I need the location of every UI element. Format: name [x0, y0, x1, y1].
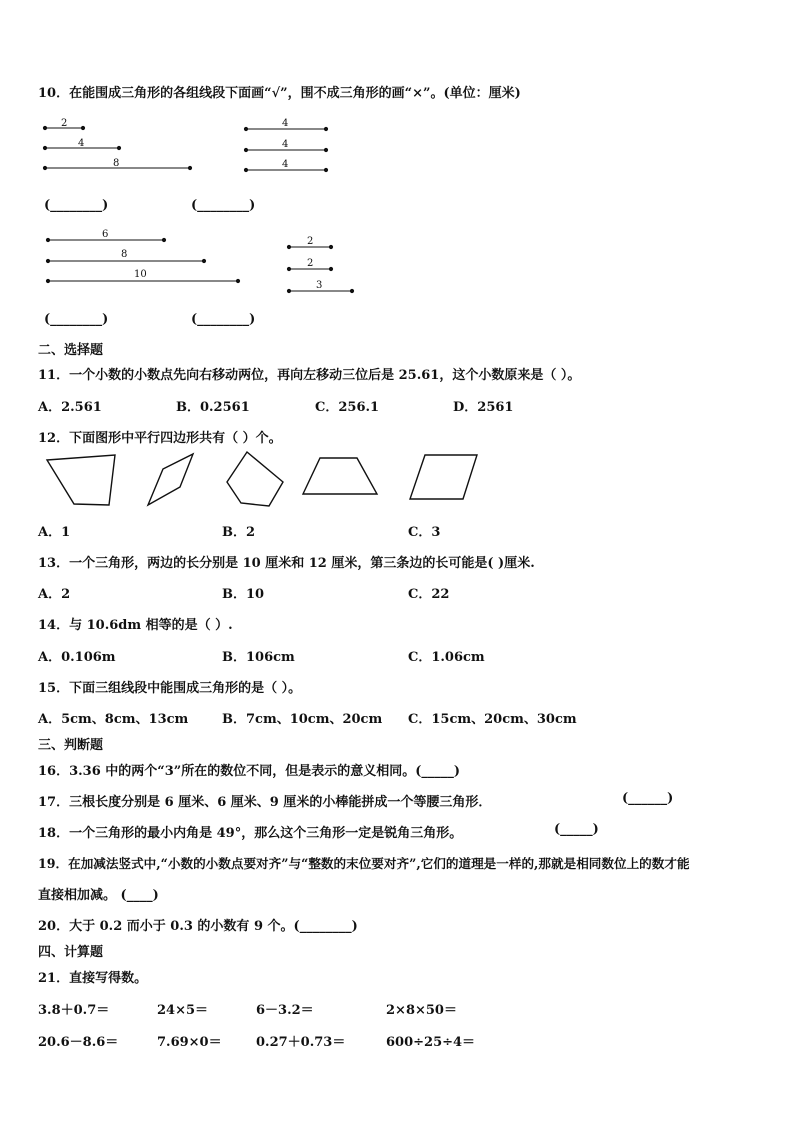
- segment-label: 8: [113, 158, 120, 169]
- shape-parallelogram-2: [410, 455, 477, 499]
- q11-text: 11．一个小数的小数点先向右移动两位，再向左移动三位后是 25.61，这个小数原来是（ ）。: [38, 368, 581, 383]
- segment-label: 2: [307, 258, 314, 269]
- q17-answer-blank[interactable]: (______): [622, 791, 674, 806]
- q13-option-b[interactable]: B．10: [222, 587, 265, 602]
- q17-text: 17．三根长度分别是 6 厘米、6 厘米、9 厘米的小棒能拼成一个等腰三角形．: [38, 795, 492, 810]
- segment-label: 3: [316, 280, 323, 291]
- q10-answer-blank-4[interactable]: (________): [191, 312, 256, 327]
- q11-option-a[interactable]: A．2.561: [38, 400, 102, 415]
- q21-expr-5: 20.6－8.6＝: [38, 1035, 119, 1050]
- shape-trapezoid: [303, 458, 377, 494]
- q12-option-c[interactable]: C．3: [408, 525, 441, 540]
- q21-text: 21．直接写得数。: [38, 971, 148, 986]
- q21-expr-2: 24×5＝: [157, 1003, 209, 1018]
- q15-option-a[interactable]: A．5cm、8cm、13cm: [38, 712, 189, 727]
- q14-option-a[interactable]: A．0.106m: [38, 650, 116, 665]
- q18-answer-blank[interactable]: (_____): [554, 822, 599, 837]
- q19-text-line2: 直接相加减。 (____): [38, 888, 159, 903]
- q15-option-b[interactable]: B．7cm、10cm、20cm: [222, 712, 383, 727]
- q11-option-c[interactable]: C．256.1: [315, 400, 380, 415]
- section-title-judgement: 三、判断题: [38, 738, 104, 753]
- segment-label: 4: [282, 159, 289, 170]
- q20-text: 20．大于 0.2 而小于 0.3 的小数有 9 个。(________): [38, 919, 358, 934]
- q10-text: 10．在能围成三角形的各组线段下面画“√”，围不成三角形的画“×”。(单位：厘米): [38, 86, 521, 101]
- q19-text-line1: 19．在加减法竖式中,“小数的小数点要对齐”与“整数的末位要对齐”,它们的道理是一样的,那就是相同数位上的数才能: [38, 856, 690, 871]
- q16-text: 16．3.36 中的两个“3”所在的数位不同，但是表示的意义相同。(_____): [38, 764, 461, 779]
- q14-text: 14．与 10.6dm 相等的是（ ）.: [38, 618, 233, 633]
- q13-option-a[interactable]: A．2: [38, 587, 71, 602]
- q21-expr-4: 2×8×50＝: [386, 1003, 457, 1018]
- q15-option-c[interactable]: C．15cm、20cm、30cm: [408, 712, 577, 727]
- segment-label: 4: [282, 139, 289, 150]
- q10-answer-blank-3[interactable]: (________): [44, 312, 109, 327]
- q21-expr-7: 0.27＋0.73＝: [256, 1035, 346, 1050]
- segment-label: 2: [61, 118, 68, 129]
- segment-label: 4: [78, 138, 85, 149]
- section-title-choice: 二、选择题: [38, 343, 104, 358]
- q12-option-a[interactable]: A．1: [38, 525, 71, 540]
- shape-pentagon: [227, 452, 283, 506]
- q13-text: 13．一个三角形，两边的长分别是 10 厘米和 12 厘米，第三条边的长可能是( )厘米.: [38, 556, 535, 571]
- q12-option-b[interactable]: B．2: [222, 525, 256, 540]
- section-title-calculation: 四、计算题: [38, 945, 104, 960]
- q14-option-c[interactable]: C．1.06cm: [408, 650, 485, 665]
- q18-text: 18．一个三角形的最小内角是 49°，那么这个三角形一定是锐角三角形。: [38, 826, 463, 841]
- segment-label: 10: [134, 269, 147, 280]
- segment-label: 8: [121, 249, 128, 260]
- q10-answer-blank-2[interactable]: (________): [191, 198, 256, 213]
- q12-text: 12．下面图形中平行四边形共有（ ）个。: [38, 431, 282, 446]
- q21-expr-1: 3.8＋0.7＝: [38, 1003, 110, 1018]
- q11-option-d[interactable]: D．2561: [453, 400, 514, 415]
- q21-expr-6: 7.69×0＝: [157, 1035, 222, 1050]
- q15-text: 15．下面三组线段中能围成三角形的是（ ）。: [38, 681, 302, 696]
- shape-quadrilateral-1: [47, 455, 115, 505]
- q10-answer-blank-1[interactable]: (________): [44, 198, 109, 213]
- q13-option-c[interactable]: C．22: [408, 587, 450, 602]
- q21-expr-8: 600÷25÷4＝: [386, 1035, 476, 1050]
- segment-label: 6: [102, 229, 109, 240]
- segment-label: 4: [282, 118, 289, 129]
- q12-shapes-figure: [0, 448, 794, 528]
- q10-segments-figure: [0, 0, 794, 340]
- q14-option-b[interactable]: B．106cm: [222, 650, 295, 665]
- shape-parallelogram-1: [148, 454, 193, 505]
- segment-label: 2: [307, 236, 314, 247]
- q21-expr-3: 6－3.2＝: [256, 1003, 314, 1018]
- q11-option-b[interactable]: B．0.2561: [176, 400, 250, 415]
